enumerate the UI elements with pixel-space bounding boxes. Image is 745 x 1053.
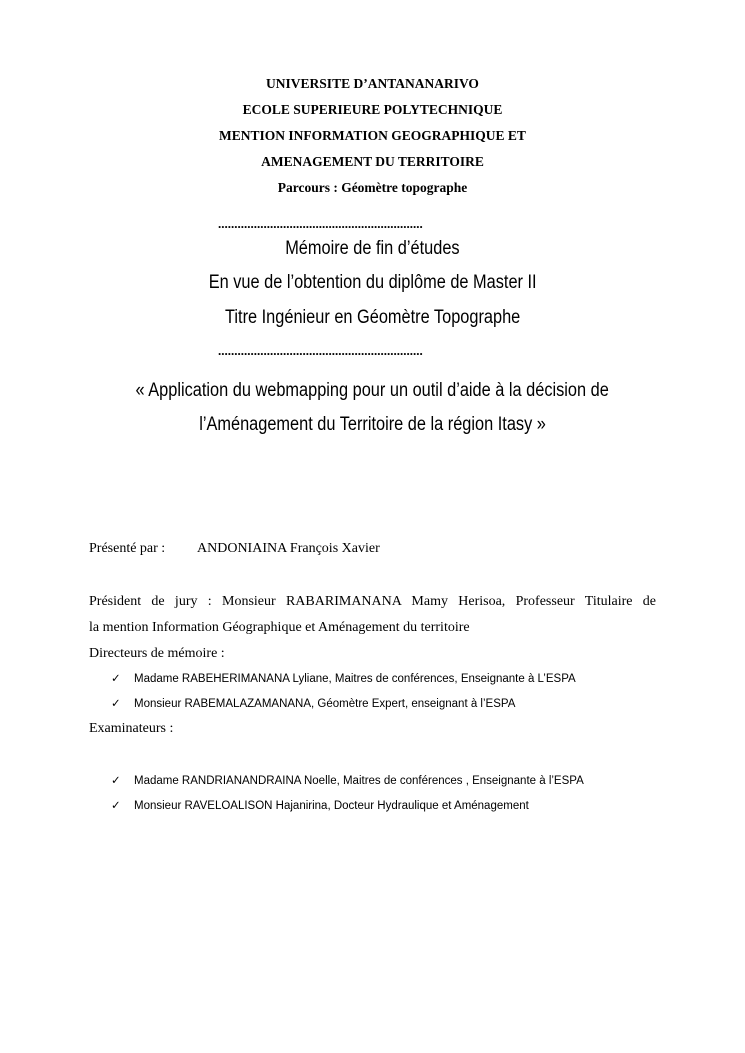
examiners-label: Examinateurs : xyxy=(89,721,174,736)
director-text: Monsieur RABEMALAZAMANANA, Géomètre Expert, enseignant à l’ESPA xyxy=(134,698,516,710)
memoire-line-2 xyxy=(0,272,745,294)
director-item xyxy=(111,671,576,685)
memoire-line-3 xyxy=(0,307,745,329)
presented-name: ANDONIAINA François Xavier xyxy=(197,541,380,556)
examiner-item xyxy=(111,773,584,787)
president-line-1: Président de jury : Monsieur RABARIMANANA Mamy Herisoa, Professeur Titulaire de xyxy=(89,594,656,609)
thesis-title-line-1 xyxy=(0,380,745,402)
parcours: Parcours : Géomètre topographe xyxy=(277,180,468,195)
examiner-text: Monsieur RAVELOALISON Hajanirina, Docteur Hydraulique et Aménagement xyxy=(134,800,529,812)
mention-line-1: MENTION INFORMATION GEOGRAPHIQUE ET xyxy=(219,128,526,143)
memoire-line-1-text: Mémoire de fin d’études xyxy=(285,238,460,259)
university-name: UNIVERSITE D’ANTANANARIVO xyxy=(266,76,479,91)
check-icon: ✓ xyxy=(111,800,121,812)
president-line-2: la mention Information Géographique et Aménagement du territoire xyxy=(89,620,470,635)
examiner-item xyxy=(111,798,529,812)
school-name: ECOLE SUPERIEURE POLYTECHNIQUE xyxy=(242,102,503,117)
director-item xyxy=(111,696,515,710)
memoire-line-1 xyxy=(0,238,745,260)
thesis-title-line-1-text: « Application du webmapping pour un outil d’aide à la décision de xyxy=(135,380,610,401)
memoire-line-3-text: Titre Ingénieur en Géomètre Topographe xyxy=(224,307,521,328)
directors-label: Directeurs de mémoire : xyxy=(89,646,225,661)
examiner-text: Madame RANDRIANANDRAINA Noelle, Maitres de conférences , Enseignante à l’ESPA xyxy=(134,775,584,787)
presented-label: Présenté par : xyxy=(89,541,166,556)
dotted-separator-bottom: ............................................................... xyxy=(218,343,423,358)
thesis-title-line-2 xyxy=(0,414,745,436)
thesis-title-line-2-text: l’Aménagement du Territoire de la région Itasy » xyxy=(199,414,546,435)
memoire-line-2-text: En vue de l’obtention du diplôme de Master II xyxy=(208,272,537,293)
check-icon: ✓ xyxy=(111,673,121,685)
check-icon: ✓ xyxy=(111,775,121,787)
dotted-separator-top: ............................................................... xyxy=(218,216,423,231)
check-icon: ✓ xyxy=(111,698,121,710)
mention-line-2: AMENAGEMENT DU TERRITOIRE xyxy=(261,154,484,169)
director-text: Madame RABEHERIMANANA Lyliane, Maitres de conférences, Enseignante à L’ESPA xyxy=(134,673,576,685)
